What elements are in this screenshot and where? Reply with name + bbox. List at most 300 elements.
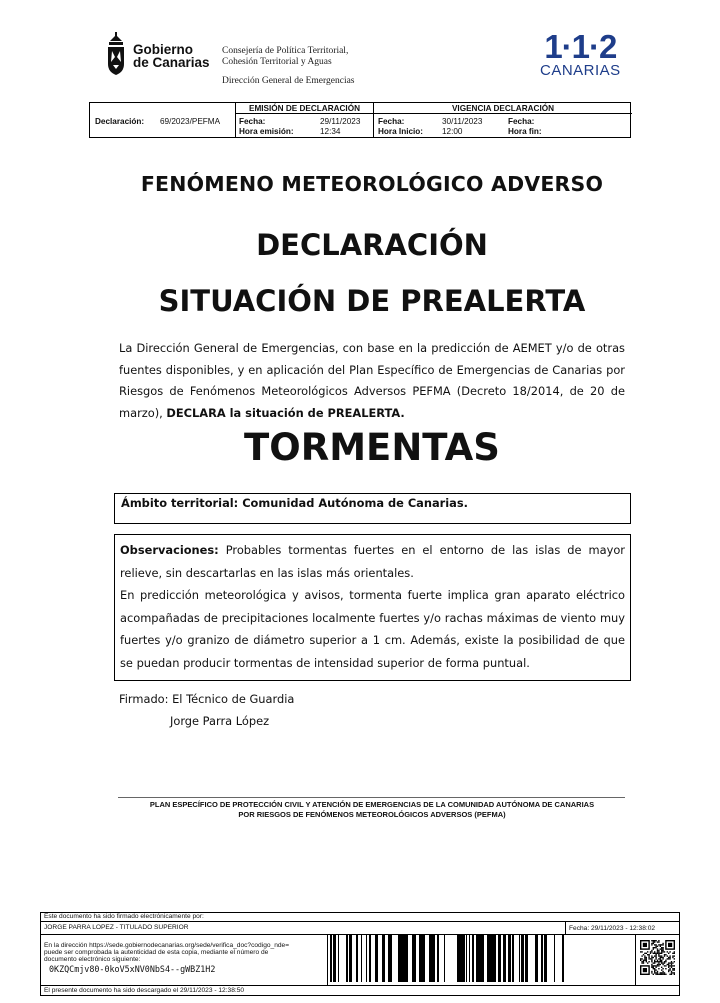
qr-module [674, 968, 675, 969]
qr-module [660, 974, 661, 975]
qr-module [664, 951, 665, 952]
observations-label: Observaciones: [120, 543, 219, 557]
qr-module [662, 943, 663, 944]
qr-module [674, 955, 675, 956]
qr-finder [643, 943, 647, 947]
emision-cell [236, 103, 374, 137]
sig-verify-line3: documento electrónico siguiente: [44, 956, 141, 963]
barcode-bar [338, 935, 339, 982]
barcode-bar [525, 935, 526, 982]
qr-module [658, 962, 659, 963]
qr-module [661, 955, 662, 956]
barcode-bar [472, 935, 474, 982]
qr-module [667, 958, 668, 959]
qr-module [643, 962, 644, 963]
emision-hora-value: 12:34 [320, 127, 341, 136]
qr-module [658, 954, 659, 955]
barcode-bar [419, 935, 420, 982]
qr-module [644, 953, 645, 954]
qr-module [660, 972, 661, 973]
qr-module [650, 951, 651, 952]
qr-module [662, 964, 663, 965]
barcode-bar [333, 935, 335, 982]
dept-line2: Cohesión Territorial y Aguas [222, 56, 332, 67]
emergency-number: 1·1·2 [544, 28, 617, 65]
qr-module [662, 958, 663, 959]
qr-module [654, 968, 655, 969]
observations-para1 [120, 539, 625, 584]
qr-module [651, 965, 652, 966]
emergency-112-logo [540, 30, 621, 78]
qr-module [654, 940, 655, 941]
barcode-bar [477, 935, 479, 982]
qr-module [648, 958, 649, 959]
qr-module [661, 974, 662, 975]
qr-module [651, 961, 652, 962]
qr-module [658, 940, 659, 941]
qr-module [657, 972, 658, 973]
qr-module [669, 958, 670, 959]
decl-label: Declaración: [95, 117, 145, 126]
sig-fecha: Fecha: 29/11/2023 - 12:38:02 [569, 925, 656, 932]
barcode-bar [482, 935, 484, 982]
barcode-bar [335, 935, 336, 982]
qr-module [641, 962, 642, 963]
qr-module [669, 974, 670, 975]
barcode-bar [476, 935, 477, 982]
qr-module [658, 974, 659, 975]
barcode-bar [437, 935, 439, 982]
observations-text1: Probables tormentas fuertes en el entorno de las islas de mayor relieve, sin descartarlas en las islas más orientales. [120, 543, 625, 580]
qr-module [668, 953, 669, 954]
qr-module [665, 968, 666, 969]
signature-section [119, 688, 294, 732]
qr-module [658, 950, 659, 951]
qr-module [651, 960, 652, 961]
document-title: FENÓMENO METEOROLÓGICO ADVERSO [140, 172, 604, 196]
footer-divider [118, 797, 625, 798]
barcode-bar [541, 935, 543, 982]
qr-module [665, 960, 666, 961]
qr-module [667, 964, 668, 965]
barcode-bar [375, 935, 378, 982]
qr-module [671, 961, 672, 962]
qr-module [662, 944, 663, 945]
qr-module [664, 962, 665, 963]
emergency-region: CANARIAS [540, 62, 621, 79]
qr-module [658, 958, 659, 959]
qr-module [674, 958, 675, 959]
qr-module [654, 947, 655, 948]
org-name-line2: de Canarias [133, 55, 210, 70]
qr-module [644, 957, 645, 958]
qr-module [655, 972, 656, 973]
qr-module [660, 957, 661, 958]
qr-module [654, 969, 655, 970]
qr-module [644, 955, 645, 956]
qr-module [651, 944, 652, 945]
qr-module [651, 940, 652, 941]
barcode-bar [469, 935, 470, 982]
barcode-bar [526, 935, 527, 982]
barcode-bar [420, 935, 422, 982]
prealert-heading: SITUACIÓN DE PREALERTA [158, 284, 586, 318]
barcode-bar [521, 935, 524, 982]
qr-module [668, 969, 669, 970]
qr-module [665, 974, 666, 975]
qr-module [655, 946, 656, 947]
barcode-bar [390, 935, 392, 982]
qr-module [658, 955, 659, 956]
qr-module [674, 953, 675, 954]
qr-module [660, 964, 661, 965]
qr-module [662, 971, 663, 972]
qr-module [662, 957, 663, 958]
qr-module [664, 954, 665, 955]
sig-downloaded: El presente documento ha sido descargado el 29/11/2023 - 12:38:50 [44, 987, 245, 994]
qr-module [664, 961, 665, 962]
qr-module [669, 957, 670, 958]
qr-module [651, 971, 652, 972]
qr-module [661, 944, 662, 945]
qr-module [658, 965, 659, 966]
barcode-bar [460, 935, 462, 982]
qr-module [643, 961, 644, 962]
qr-module [672, 969, 673, 970]
qr-module [657, 964, 658, 965]
qr-module [658, 951, 659, 952]
barcode-bar [398, 935, 399, 982]
qr-module [665, 954, 666, 955]
barcode-bar [458, 935, 460, 982]
plan-footer [0, 800, 720, 820]
barcode-bar [508, 935, 511, 982]
declaration-table [89, 102, 631, 138]
qr-module [654, 965, 655, 966]
qr-module [671, 967, 672, 968]
qr-module [654, 972, 655, 973]
qr-module [651, 950, 652, 951]
qr-module [650, 953, 651, 954]
barcode-bar [487, 935, 489, 982]
qr-module [646, 957, 647, 958]
territorial-scope-box [114, 493, 631, 524]
qr-module [646, 960, 647, 961]
qr-module [661, 950, 662, 951]
qr-module [657, 946, 658, 947]
qr-module [651, 958, 652, 959]
plan-footer-line2: POR RIESGOS DE FENÓMENOS METEOROLÓGICOS ADVERSOS (PEFMA) [238, 810, 506, 819]
qr-module [669, 955, 670, 956]
qr-module [643, 954, 644, 955]
qr-module [644, 958, 645, 959]
qr-module [661, 967, 662, 968]
qr-module [658, 941, 659, 942]
barcode-bar [554, 935, 555, 982]
barcode-bar [346, 935, 348, 982]
qr-module [653, 957, 654, 958]
qr-module [660, 955, 661, 956]
qr-module [651, 967, 652, 968]
observations-box [114, 534, 631, 681]
emision-header: EMISIÓN DE DECLARACIÓN [249, 104, 360, 113]
qr-module [661, 969, 662, 970]
vigencia-hora-fin-label: Hora fin: [508, 127, 542, 136]
barcode-bar [424, 935, 425, 982]
qr-module [668, 971, 669, 972]
qr-module [660, 961, 661, 962]
qr-module [661, 962, 662, 963]
org-name-line1: Gobierno [133, 42, 193, 57]
barcode-bar [562, 935, 564, 982]
qr-module [674, 961, 675, 962]
qr-module [655, 955, 656, 956]
qr-module [648, 954, 649, 955]
qr-module [662, 962, 663, 963]
qr-module [647, 951, 648, 952]
qr-module [654, 941, 655, 942]
qr-module [660, 960, 661, 961]
qr-module [647, 962, 648, 963]
qr-module [674, 951, 675, 952]
qr-module [657, 960, 658, 961]
qr-module [661, 961, 662, 962]
sig-signer: JORGE PARRA LOPEZ - TITULADO SUPERIOR [44, 924, 189, 931]
qr-module [662, 947, 663, 948]
sig-verify-line2: puede ser comprobada la autenticidad de esta copia, mediante el número de [44, 949, 269, 956]
qr-module [674, 974, 675, 975]
qr-module [661, 957, 662, 958]
qr-module [674, 965, 675, 966]
qr-module [651, 972, 652, 973]
qr-module [655, 944, 656, 945]
qr-module [674, 969, 675, 970]
barcode-bar [535, 935, 538, 982]
barcode-bar [489, 935, 492, 982]
observations-text2: En predicción meteorológica y avisos, tormenta fuerte implica gran aparato eléctrico acompañadas de precipitaciones localmente fuertes y/o rachas máximas de viento muy fuertes y/o granizo de diámetro superior a 1 cm. Además, existe la posibilidad de que se puedan producir tormentas de intensidad superior de forma puntual. [120, 588, 625, 670]
qr-module [660, 946, 661, 947]
barcode-bar [405, 935, 408, 982]
qr-module [668, 957, 669, 958]
barcode-bar [412, 935, 415, 982]
qr-module [654, 944, 655, 945]
qr-module [658, 968, 659, 969]
qr-module [654, 960, 655, 961]
qr-module [661, 953, 662, 954]
qr-module [662, 972, 663, 973]
barcode-bar [498, 935, 501, 982]
barcode-bar [422, 935, 424, 982]
qr-module [668, 958, 669, 959]
qr-module [648, 961, 649, 962]
barcode-bar [527, 935, 528, 982]
qr-module [640, 951, 641, 952]
qr-module [665, 965, 666, 966]
qr-module [657, 974, 658, 975]
qr-module [658, 944, 659, 945]
qr-finder [668, 943, 672, 947]
barcode-bar [492, 935, 494, 982]
barcode-bar [415, 935, 416, 982]
qr-module [661, 948, 662, 949]
qr-module [657, 948, 658, 949]
vigencia-fecha-label: Fecha: [378, 117, 405, 126]
qr-module [655, 974, 656, 975]
qr-module [667, 955, 668, 956]
qr-module [650, 958, 651, 959]
qr-module [640, 960, 641, 961]
qr-module [660, 948, 661, 949]
barcode-bar [366, 935, 367, 982]
vigencia-fecha-fin-label: Fecha: [508, 117, 535, 126]
vigencia-header: VIGENCIA DECLARACIÓN [451, 104, 555, 113]
territorial-scope-text: Ámbito territorial: Comunidad Autónoma de Canarias. [121, 496, 468, 510]
verification-barcode [330, 935, 564, 982]
qr-module [653, 962, 654, 963]
qr-module [662, 974, 663, 975]
qr-module [658, 961, 659, 962]
qr-module [667, 951, 668, 952]
qr-module [654, 971, 655, 972]
qr-module [671, 971, 672, 972]
qr-module [655, 957, 656, 958]
qr-module [653, 941, 654, 942]
qr-module [668, 965, 669, 966]
qr-module [643, 960, 644, 961]
barcode-bar [356, 935, 358, 982]
emision-fecha-label: Fecha: [239, 117, 266, 126]
qr-module [657, 950, 658, 951]
barcode-bar [434, 935, 435, 982]
qr-module [654, 951, 655, 952]
qr-module [660, 958, 661, 959]
qr-module [671, 972, 672, 973]
sig-verify-line1: En la dirección https://sede.gobiernodecanarias.org/sede/verifica_doc?codigo_nde= [44, 942, 290, 949]
qr-module [672, 962, 673, 963]
barcode-bar [382, 935, 385, 982]
qr-module [672, 965, 673, 966]
qr-module [671, 962, 672, 963]
qr-module [669, 962, 670, 963]
qr-module [655, 947, 656, 948]
signed-by: Firmado: El Técnico de Guardia [119, 692, 295, 706]
vigencia-fecha-value: 30/11/2023 [442, 117, 483, 126]
qr-module [655, 965, 656, 966]
qr-module [664, 955, 665, 956]
qr-module [653, 965, 654, 966]
barcode-bar [369, 935, 370, 982]
sig-row-download [41, 986, 679, 996]
barcode-bar [466, 935, 467, 982]
barcode-bar [462, 935, 465, 982]
barcode-bar [399, 935, 402, 982]
qr-module [653, 948, 654, 949]
qr-module [669, 968, 670, 969]
qr-module [662, 951, 663, 952]
qr-module [660, 944, 661, 945]
qr-module [641, 951, 642, 952]
barcode-bar [429, 935, 432, 982]
qr-module [653, 947, 654, 948]
qr-module [672, 972, 673, 973]
qr-module [669, 951, 670, 952]
declaration-heading: DECLARACIÓN [256, 228, 488, 262]
qr-module [661, 972, 662, 973]
qr-module [664, 974, 665, 975]
qr-module [654, 953, 655, 954]
dept-line3: Dirección General de Emergencias [222, 76, 355, 86]
qr-module [653, 943, 654, 944]
qr-module [646, 958, 647, 959]
barcode-bar [361, 935, 362, 982]
intro-paragraph [119, 338, 625, 424]
qr-module [668, 962, 669, 963]
qr-module [651, 943, 652, 944]
sig-line1: Este documento ha sido firmado electrónicamente por: [44, 913, 204, 920]
dept-line1: Consejería de Política Territorial, [222, 46, 349, 56]
qr-module [655, 967, 656, 968]
barcode-bar [479, 935, 482, 982]
qr-module [669, 969, 670, 970]
qr-module [662, 950, 663, 951]
qr-module [672, 953, 673, 954]
vigencia-hora-label: Hora Inicio: [378, 127, 424, 136]
qr-module [671, 964, 672, 965]
qr-module [641, 961, 642, 962]
intro-text: La Dirección General de Emergencias, con base en la predicción de AEMET y/o de otras fuentes disponibles, y en aplicación del Plan Específico de Emergencias de Canarias por Riesgos de Fenómenos Meteorológicos Adversos PEFMA (Decreto 18/2014, de 20 de marzo), [119, 341, 625, 420]
qr-module [646, 961, 647, 962]
qr-module [641, 958, 642, 959]
qr-module [655, 961, 656, 962]
qr-module [674, 972, 675, 973]
qr-module [668, 964, 669, 965]
qr-module [658, 964, 659, 965]
barcode-bar [457, 935, 458, 982]
qr-module [648, 955, 649, 956]
vigencia-hora-value: 12:00 [442, 127, 463, 136]
barcode-bar [545, 935, 547, 982]
qr-module [646, 953, 647, 954]
qr-module [653, 953, 654, 954]
qr-module [661, 951, 662, 952]
emision-fecha-value: 29/11/2023 [320, 117, 361, 126]
qr-module [655, 940, 656, 941]
qr-module [657, 965, 658, 966]
qr-module [657, 941, 658, 942]
qr-module [671, 965, 672, 966]
qr-module [647, 954, 648, 955]
org-name [133, 43, 210, 69]
qr-module [655, 969, 656, 970]
decl-value: 69/2023/PEFMA [160, 117, 221, 126]
qr-module [672, 955, 673, 956]
phenomenon-heading: TORMENTAS [244, 426, 500, 469]
qr-module [661, 960, 662, 961]
barcode-bar [444, 935, 445, 982]
qr-module [672, 968, 673, 969]
qr-module [665, 961, 666, 962]
gobierno-canarias-logo [106, 32, 126, 76]
qr-module [668, 967, 669, 968]
barcode-bar [544, 935, 545, 982]
sig-row-signer [41, 922, 679, 935]
verification-qr-code[interactable] [640, 940, 675, 975]
qr-module [671, 974, 672, 975]
qr-module [669, 965, 670, 966]
qr-module [653, 940, 654, 941]
sig-row-header [41, 913, 679, 922]
vigencia-cell [374, 103, 632, 137]
